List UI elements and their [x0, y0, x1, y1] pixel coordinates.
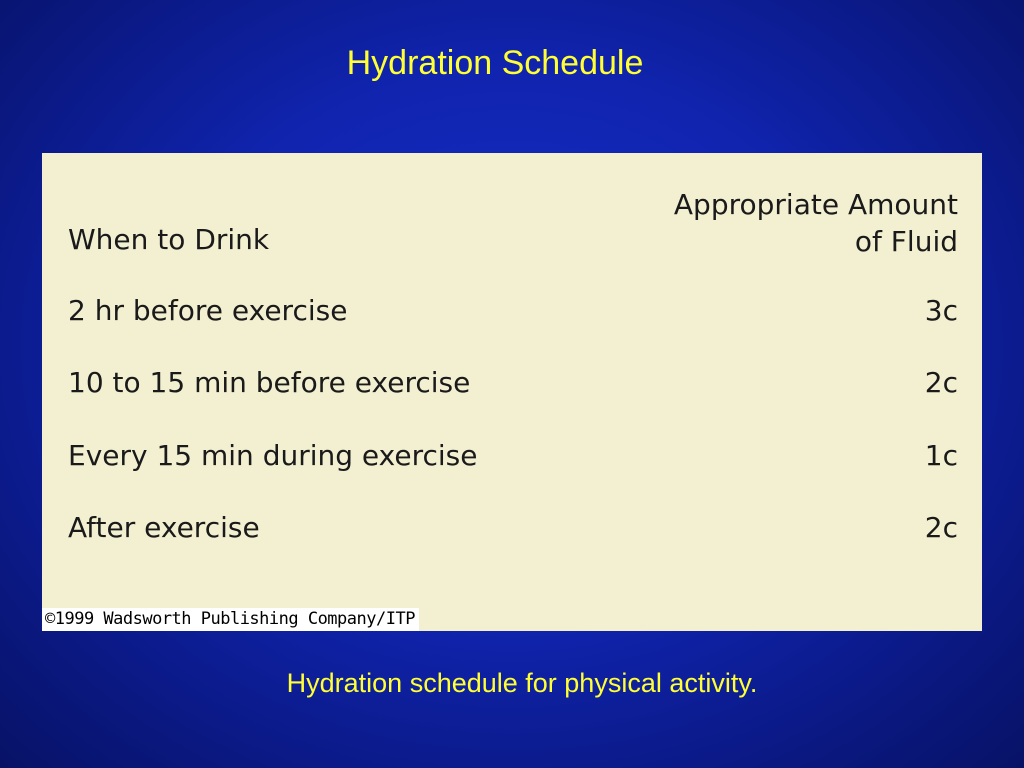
row-amount: 2c	[924, 366, 958, 399]
row-when: Every 15 min during exercise	[68, 439, 478, 472]
column-header-amount	[674, 186, 958, 260]
hydration-table	[42, 153, 982, 631]
table-row	[68, 366, 958, 402]
column-header-when: When to Drink	[68, 223, 270, 256]
row-amount: 3c	[924, 294, 958, 327]
row-amount: 1c	[924, 439, 958, 472]
slide-title: Hydration Schedule	[346, 44, 644, 82]
copyright-notice: ©1999 Wadsworth Publishing Company/ITP	[42, 608, 419, 631]
table-row	[68, 294, 958, 330]
table-row	[68, 439, 958, 475]
row-amount: 2c	[924, 511, 958, 544]
row-when: 10 to 15 min before exercise	[68, 366, 471, 399]
slide-caption: Hydration schedule for physical activity.	[286, 668, 758, 698]
column-header-amount-line1: Appropriate Amount	[673, 188, 958, 221]
row-when: 2 hr before exercise	[68, 294, 348, 327]
table-row	[68, 511, 958, 547]
column-header-amount-line2: of Fluid	[854, 225, 958, 258]
row-when: After exercise	[68, 511, 260, 544]
